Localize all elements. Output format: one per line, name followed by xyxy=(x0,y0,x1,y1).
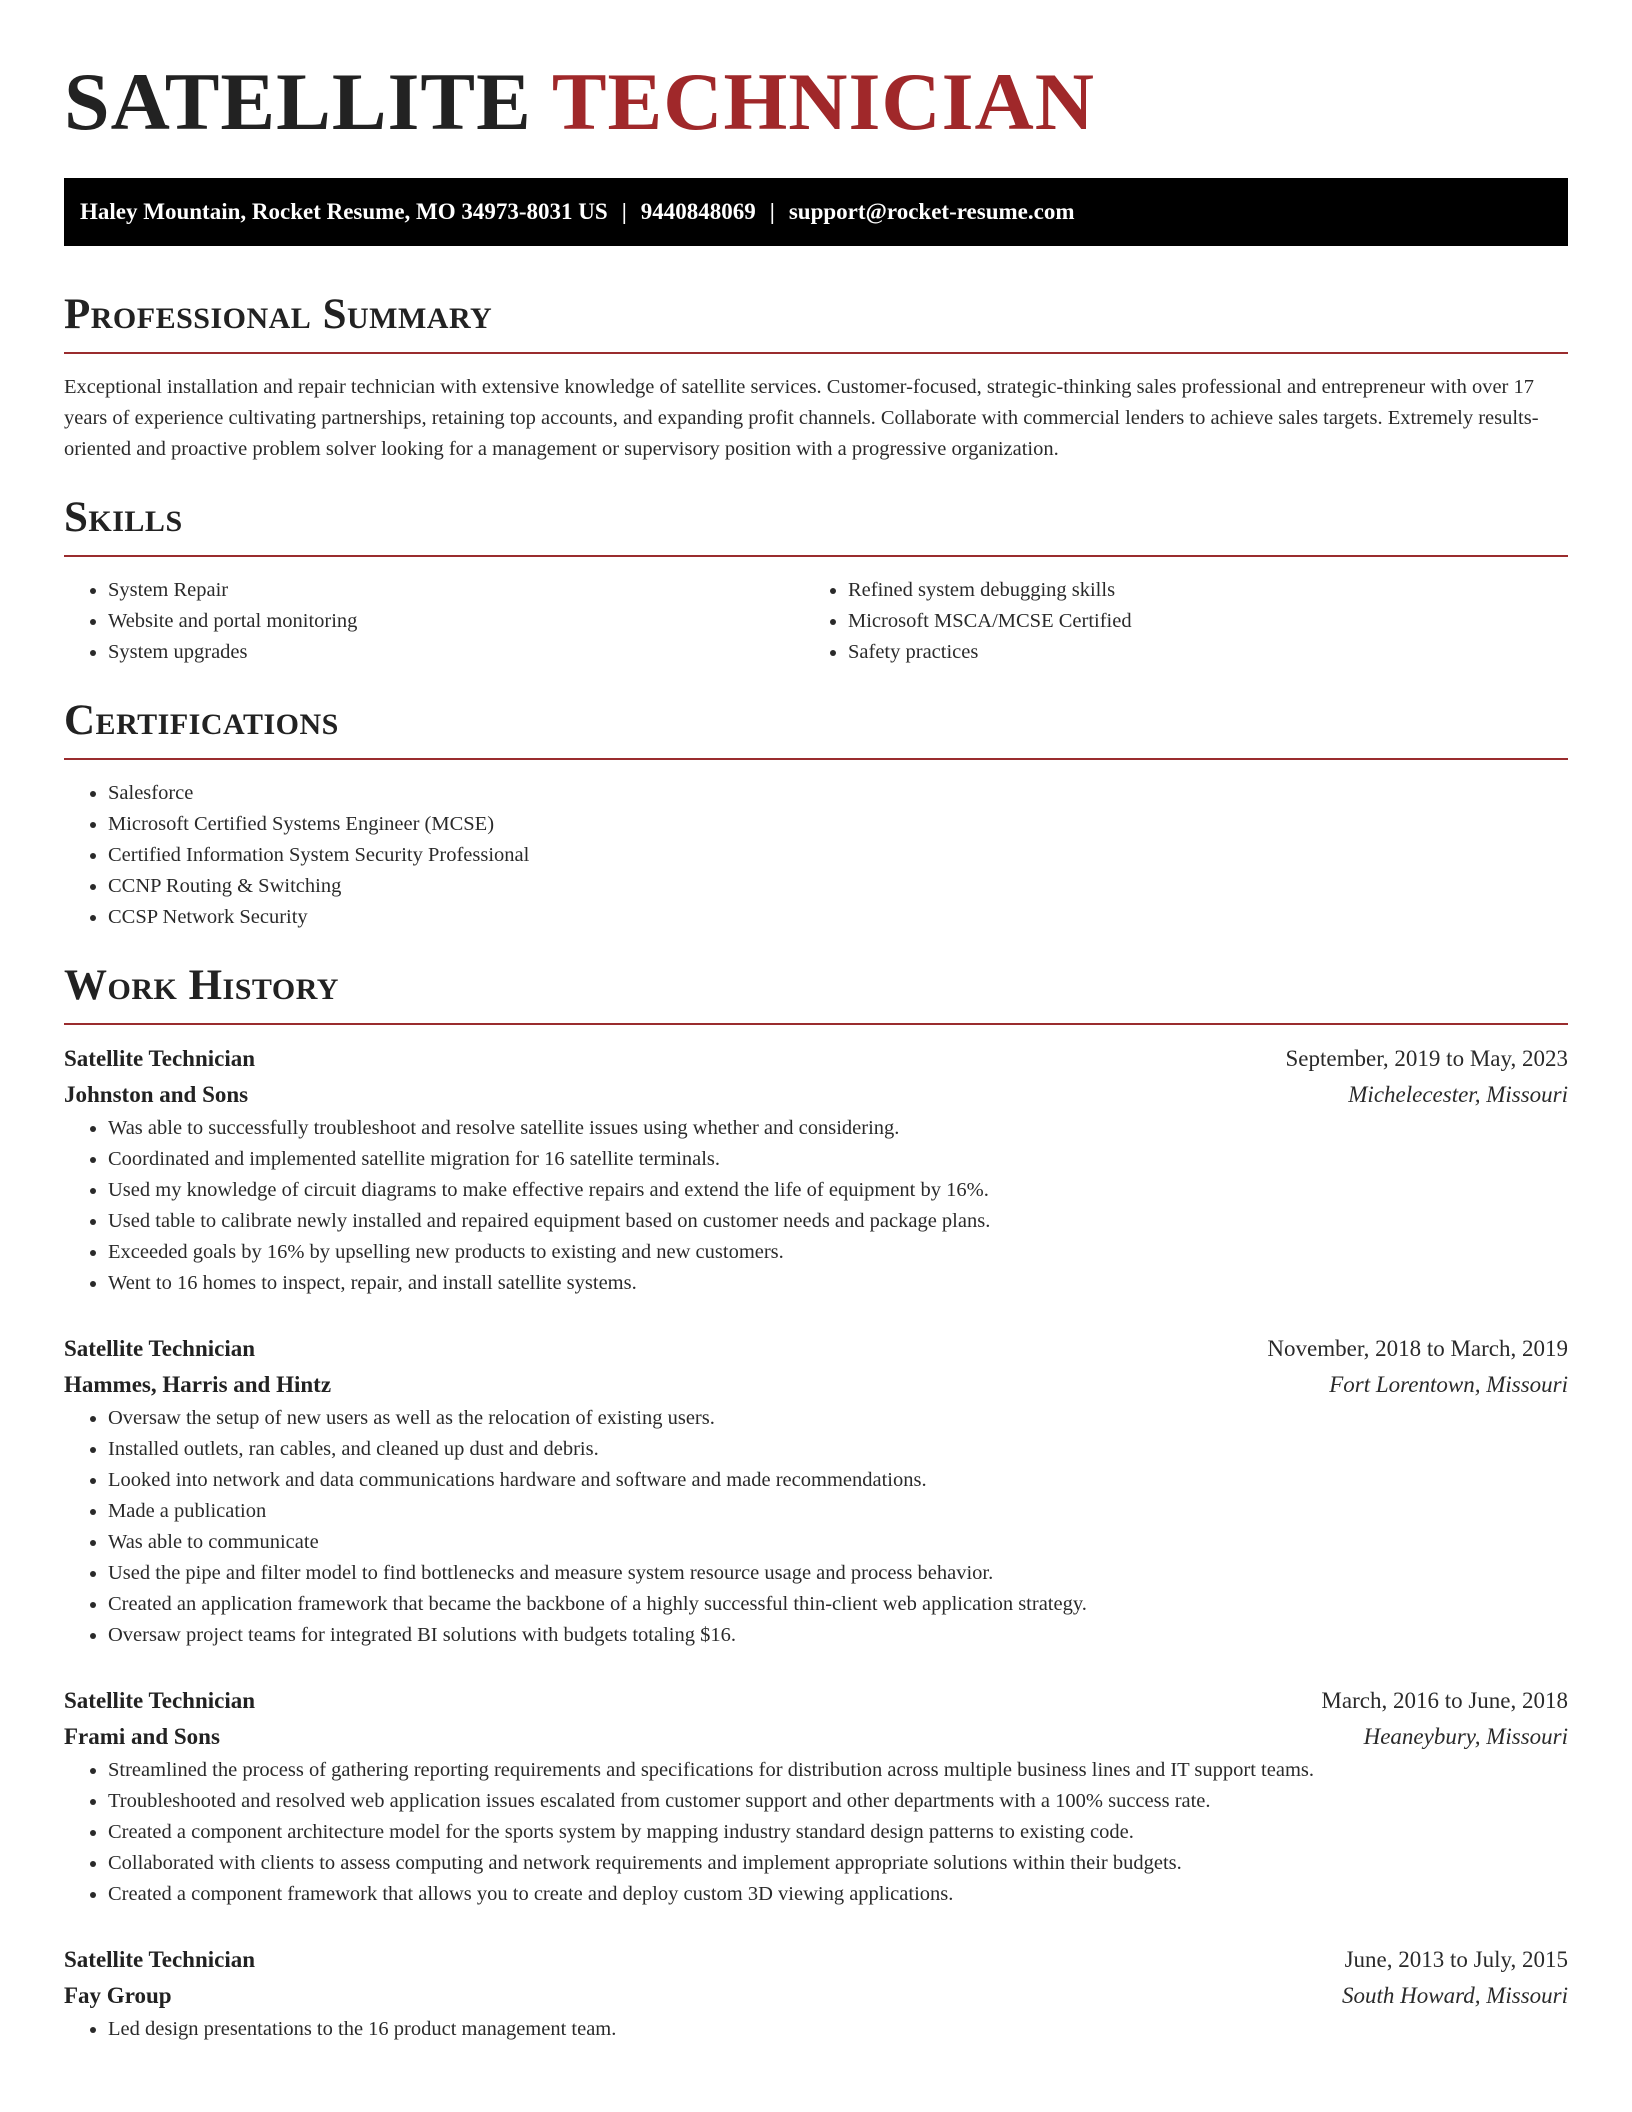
job-company: Frami and Sons xyxy=(64,1724,220,1749)
job-title: Satellite Technician xyxy=(64,1336,256,1361)
skill-item: • System upgrades xyxy=(108,637,804,668)
job-bullet: • Coordinated and implemented satellite migration for 16 satellite terminals. xyxy=(108,1144,1568,1175)
job-dates: November, 2018 to March, 2019 xyxy=(1267,1336,1568,1361)
certification-item: • CCSP Network Security xyxy=(108,902,1568,933)
job-company-row xyxy=(64,1077,1568,1113)
work-history-heading: Work History xyxy=(64,962,339,1009)
job-bullets xyxy=(64,1403,1568,1651)
job-location: Heaneybury, Missouri xyxy=(1363,1724,1568,1749)
job-bullets xyxy=(64,1755,1568,1910)
section-divider xyxy=(64,555,1568,557)
job-bullet: • Streamlined the process of gathering reporting requirements and specifications for distribution across multiple business lines and IT support teams. xyxy=(108,1755,1568,1786)
summary-section xyxy=(64,290,1568,465)
skill-item: • Microsoft MSCA/MCSE Certified xyxy=(848,606,1544,637)
contact-bar xyxy=(64,178,1568,246)
job-company: Johnston and Sons xyxy=(64,1082,249,1107)
certification-item: • Salesforce xyxy=(108,778,1568,809)
job-bullet: • Oversaw project teams for integrated BI solutions with budgets totaling $16. xyxy=(108,1620,1568,1651)
certifications-section xyxy=(64,696,1568,933)
skills-list-left xyxy=(64,575,804,668)
job-location: Michelecester, Missouri xyxy=(1348,1082,1568,1107)
job-bullet: • Troubleshooted and resolved web application issues escalated from customer support and other departments with a 100% success rate. xyxy=(108,1786,1568,1817)
work-history-section xyxy=(64,961,1568,2045)
job-bullets xyxy=(64,2014,1568,2045)
job-bullet: • Collaborated with clients to assess computing and network requirements and implement appropriate solutions within their budgets. xyxy=(108,1848,1568,1879)
skills-column-left xyxy=(64,575,804,668)
title-part-1: SATELLITE xyxy=(64,56,532,147)
certification-item: • Certified Information System Security Professional xyxy=(108,840,1568,871)
job-company-row xyxy=(64,1978,1568,2014)
job-bullet: • Created an application framework that became the backbone of a highly successful thin-client web application strategy. xyxy=(108,1589,1568,1620)
job-bullet: • Went to 16 homes to inspect, repair, and install satellite systems. xyxy=(108,1268,1568,1299)
summary-text: Exceptional installation and repair technician with extensive knowledge of satellite services. Customer-focused, strategic-thinking sales professional and entrepreneur with over 17 years of experience cultivating partnerships, retaining top accounts, and expanding profit channels. Collaborate with commercial lenders to achieve sales targets. Extremely results-oriented and proactive problem solver looking for a management or supervisory position with a progressive organization. xyxy=(64,376,1539,460)
skill-item: • Safety practices xyxy=(848,637,1544,668)
section-divider xyxy=(64,758,1568,760)
job-bullet: • Looked into network and data communications hardware and software and made recommendations. xyxy=(108,1465,1568,1496)
job-title: Satellite Technician xyxy=(64,1046,256,1071)
job-title: Satellite Technician xyxy=(64,1688,256,1713)
job-company: Fay Group xyxy=(64,1983,172,2008)
contact-separator: | xyxy=(769,199,775,224)
job-bullet: • Created a component framework that allows you to create and deploy custom 3D viewing applications. xyxy=(108,1879,1568,1910)
skills-grid xyxy=(64,575,1568,668)
job-header-row xyxy=(64,1331,1568,1367)
certification-item: • Microsoft Certified Systems Engineer (MCSE) xyxy=(108,809,1568,840)
summary-heading: Professional Summary xyxy=(64,291,493,338)
skills-section xyxy=(64,493,1568,668)
job-bullet: • Exceeded goals by 16% by upselling new products to existing and new customers. xyxy=(108,1237,1568,1268)
contact-address: Haley Mountain, Rocket Resume, MO 34973-8031 US xyxy=(80,199,608,224)
skill-item: • Refined system debugging skills xyxy=(848,575,1544,606)
certifications-list xyxy=(64,778,1568,933)
skill-item: • System Repair xyxy=(108,575,804,606)
job-entry xyxy=(64,1331,1568,1651)
job-company: Hammes, Harris and Hintz xyxy=(64,1372,332,1397)
job-header-row xyxy=(64,1041,1568,1077)
job-bullet: • Led design presentations to the 16 product management team. xyxy=(108,2014,1568,2045)
job-company-row xyxy=(64,1719,1568,1755)
job-location: Fort Lorentown, Missouri xyxy=(1329,1372,1568,1397)
job-company-row xyxy=(64,1367,1568,1403)
job-header-row xyxy=(64,1942,1568,1978)
job-dates: September, 2019 to May, 2023 xyxy=(1285,1046,1568,1071)
section-divider xyxy=(64,352,1568,354)
job-bullet: • Used table to calibrate newly installed and repaired equipment based on customer needs and package plans. xyxy=(108,1206,1568,1237)
resume-title xyxy=(64,0,1568,148)
job-entry xyxy=(64,1942,1568,2045)
skills-column-right xyxy=(804,575,1544,668)
certification-item: • CCNP Routing & Switching xyxy=(108,871,1568,902)
skills-heading: Skills xyxy=(64,494,183,541)
job-entry xyxy=(64,1041,1568,1299)
section-divider xyxy=(64,1023,1568,1025)
job-bullets xyxy=(64,1113,1568,1299)
job-entry xyxy=(64,1683,1568,1910)
job-location: South Howard, Missouri xyxy=(1342,1983,1568,2008)
job-bullet: • Was able to communicate xyxy=(108,1527,1568,1558)
contact-separator: | xyxy=(621,199,627,224)
contact-email: support@rocket-resume.com xyxy=(788,199,1075,224)
contact-phone: 9440848069 xyxy=(640,199,756,224)
job-bullet: • Used my knowledge of circuit diagrams to make effective repairs and extend the life of equipment by 16%. xyxy=(108,1175,1568,1206)
job-header-row xyxy=(64,1683,1568,1719)
job-bullet: • Used the pipe and filter model to find bottlenecks and measure system resource usage and process behavior. xyxy=(108,1558,1568,1589)
title-part-2: TECHNICIAN xyxy=(551,56,1095,147)
job-bullet: • Created a component architecture model for the sports system by mapping industry standard design patterns to existing code. xyxy=(108,1817,1568,1848)
certifications-heading: Certifications xyxy=(64,697,339,744)
job-dates: June, 2013 to July, 2015 xyxy=(1344,1947,1568,1972)
skills-list-right xyxy=(804,575,1544,668)
job-bullet: • Was able to successfully troubleshoot and resolve satellite issues using whether and considering. xyxy=(108,1113,1568,1144)
job-dates: March, 2016 to June, 2018 xyxy=(1321,1688,1568,1713)
skill-item: • Website and portal monitoring xyxy=(108,606,804,637)
job-bullet: • Oversaw the setup of new users as well as the relocation of existing users. xyxy=(108,1403,1568,1434)
job-bullet: • Made a publication xyxy=(108,1496,1568,1527)
job-bullet: • Installed outlets, ran cables, and cleaned up dust and debris. xyxy=(108,1434,1568,1465)
job-title: Satellite Technician xyxy=(64,1947,256,1972)
